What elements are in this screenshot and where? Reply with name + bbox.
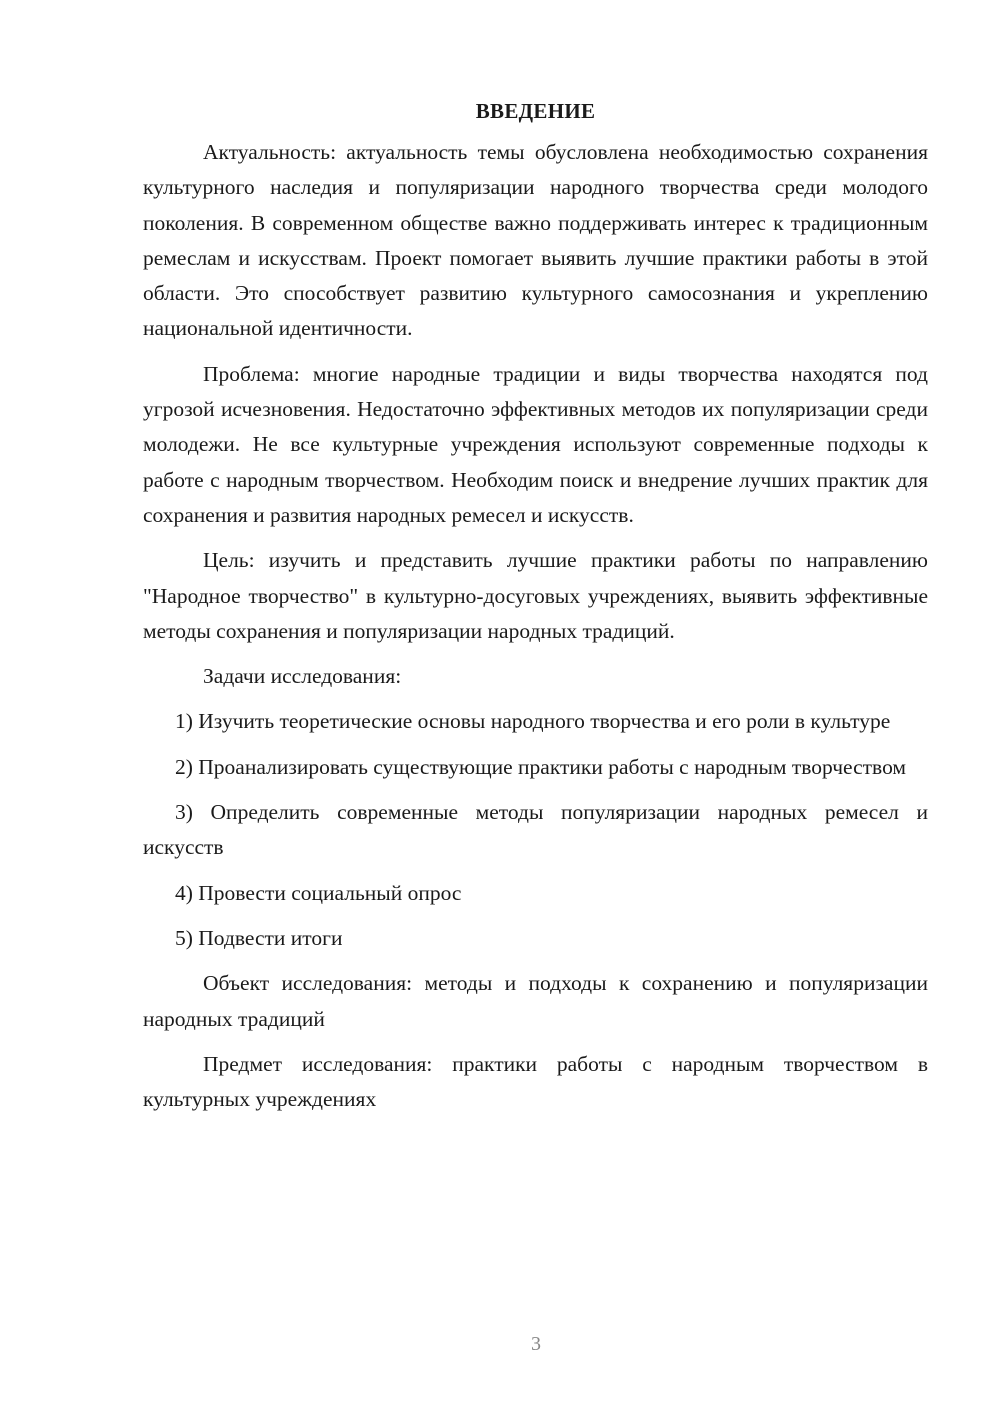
paragraph-tasks-title: Задачи исследования: — [203, 664, 402, 689]
paragraph-goal: Цель: изучить и представить лучшие практики работы по направлению "Народное творчество" в культурно-досуговых учреждениях, выявить эффективные методы сохранения и популяризации народных традиций. — [143, 548, 928, 643]
task-item-5: 5) Подвести итоги — [175, 925, 343, 950]
paragraph-relevance: Актуальность: актуальность темы обусловлена необходимостью сохранения культурного наследия и популяризации народного творчества среди молодого поколения. В современном обществе важно поддерживать интерес к традиционным ремеслам и искусствам. Проект помогает выявить лучшие практики работы в этой области. Это способствует развитию культурного самосознания и укреплению национальной идентичности. — [143, 140, 928, 341]
section-heading: ВВЕДЕНИЕ — [475, 99, 596, 123]
page-content — [143, 94, 928, 1127]
task-item-3: 3) Определить современные методы популяризации народных ремесел и искусств — [143, 800, 928, 860]
page-number: 3 — [531, 1333, 541, 1355]
task-item-4: 4) Провести социальный опрос — [175, 880, 462, 905]
task-item-2: 2) Проанализировать существующие практики работы с народным творчеством — [175, 754, 907, 779]
task-item-1: 1) Изучить теоретические основы народного творчества и его роли в культуре — [175, 709, 891, 734]
paragraph-subject: Предмет исследования: практики работы с народным творчеством в культурных учреждениях — [143, 1051, 928, 1112]
paragraph-object: Объект исследования: методы и подходы к сохранению и популяризации народных традиций — [143, 971, 928, 1031]
paragraph-problem: Проблема: многие народные традиции и виды творчества находятся под угрозой исчезновения. Недостаточно эффективных методов их популяризации среди молодежи. Не все культурные учреждения используют современные подходы к работе с народным творчеством. Необходим поиск и внедрение лучших практик для сохранения и развития народных ремесел и искусств. — [143, 361, 928, 527]
